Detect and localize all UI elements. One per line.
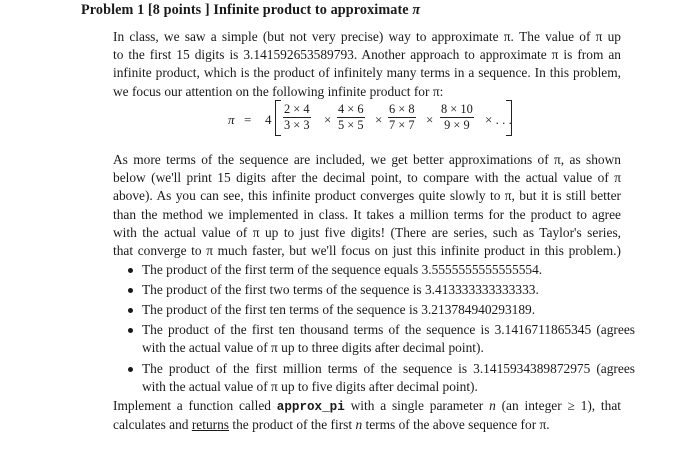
formula-equals: = [244,112,252,127]
task-line [113,416,621,434]
fraction-numerator: 8 × 10 [441,102,473,116]
task-text: the product of the first [229,417,356,433]
bullet-item [128,281,635,299]
bullet-dot-icon [128,328,133,333]
explanation-line: than the method we implemented in class. It takes a million terms for the product to agree [113,206,621,222]
task-text: with a single parameter [344,398,490,413]
formula-fraction [388,102,416,133]
fraction-denominator: 9 × 9 [444,118,470,132]
task-text: Implement a function called [113,398,277,413]
fraction-numerator: 4 × 6 [338,102,364,116]
bullet-text: The product of the first term of the sequence equals 3.5555555555555554. [142,262,543,277]
fraction-numerator: 2 × 4 [284,102,310,116]
task-text: calculates and [113,417,192,433]
fraction-numerator: 6 × 8 [389,102,415,116]
formula-coefficient: 4 [265,112,272,127]
bullet-dot-icon [128,367,133,372]
bullet-text: The product of the first million terms of the sequence is 3.1415934389872975 (agrees [142,361,635,376]
bullet-item [128,301,635,319]
problem-title-text: Problem 1 [8 points ] Infinite product to approximate [81,2,413,18]
intro-paragraph [113,28,621,101]
explanation-line: above). As you can see, this infinite product converges quite slowly to π, but it is still better [113,188,621,204]
param-name: n [355,417,363,433]
task-text: terms of the above sequence for π. [362,417,550,433]
fraction-denominator: 7 × 7 [389,118,415,132]
bullet-item [128,261,635,279]
problem-title [81,2,420,19]
bullet-text: The product of the first two terms of the sequence is 3.413333333333333. [142,282,539,297]
task-text: (an integer ≥ 1), that [495,398,622,413]
explanation-line: that converge to π much faster, but we'll focus on just this infinite product in this problem.) [113,243,621,259]
task-line [113,397,621,416]
pi-product-formula [228,98,528,142]
bullet-item [128,360,635,396]
fraction-denominator: 5 × 5 [338,118,364,132]
intro-line: In class, we saw a simple (but not very precise) way to approximate π. The value of π up [113,29,621,44]
param-name: n [489,398,496,413]
problem-title-pi: π [412,2,421,18]
formula-times: × [375,112,383,127]
formula-left-bracket [275,100,281,136]
formula-fraction [283,102,311,133]
formula-right-bracket [506,100,512,136]
explanation-line: below (we'll print 15 digits after the decimal point, to compare with the actual value of π [113,170,621,186]
explanation-line: with the actual value of π up to just five digits! (There are series, such as Taylor's series, [113,224,621,240]
function-name: approx_pi [276,400,345,414]
bullet-text: The product of the first ten terms of the sequence is 3.213784940293189. [142,302,536,317]
bullet-text: The product of the first ten thousand terms of the sequence is 3.1416711865345 (agrees [142,322,635,337]
formula-ellipsis: × . . . [485,112,512,127]
intro-line: infinite product, which is the product of infinitely many terms in a sequence. In this problem, [113,65,621,81]
bullet-dot-icon [128,288,133,293]
bullet-item [128,321,635,357]
intro-line: to the first 15 digits is 3.141592653589793. Another approach to approximate π is from an [113,47,621,63]
bullet-dot-icon [128,308,133,313]
bullet-dot-icon [128,268,133,273]
formula-times: × [426,112,434,127]
formula-lhs: π [228,112,235,127]
intro-line: we focus our attention on the following infinite product for π: [113,83,444,99]
formula-fraction [337,102,365,133]
formula-times: × [324,112,332,127]
task-paragraph [113,397,621,434]
explanation-paragraph [113,151,621,260]
bullet-text: with the actual value of π up to three digits after decimal point). [142,340,484,356]
bullet-text: with the actual value of π up to five digits after decimal point). [142,379,478,395]
fraction-denominator: 3 × 3 [284,118,310,132]
explanation-line: As more terms of the sequence are included, we get better approximations of π, as shown [113,152,621,167]
returns-keyword: returns [191,417,230,433]
formula-fraction [440,102,474,133]
